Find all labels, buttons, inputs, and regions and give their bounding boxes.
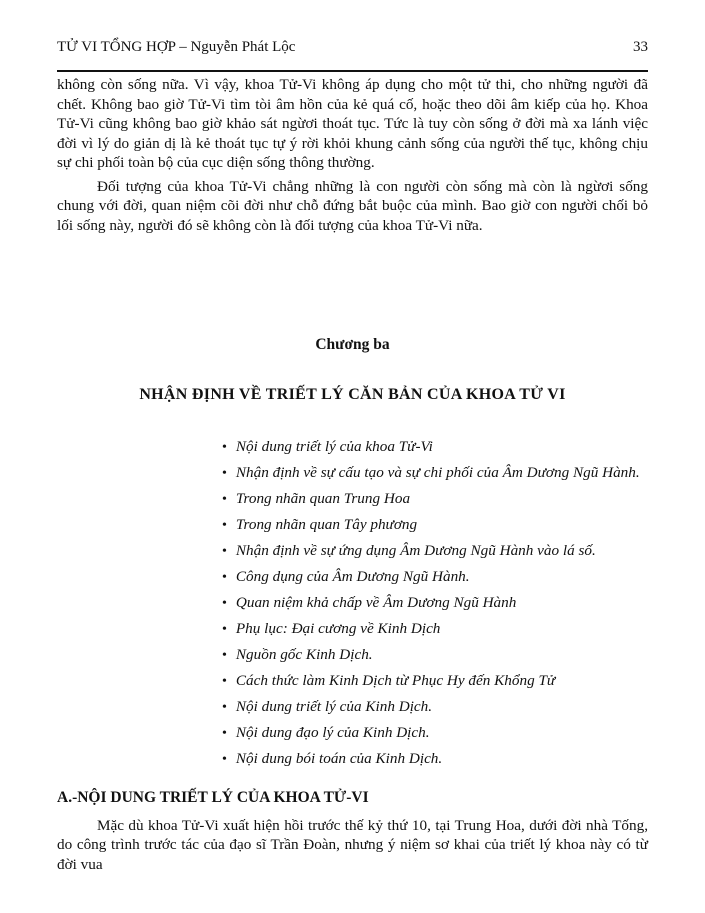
- bullet-icon: •: [222, 648, 227, 663]
- list-item-label: Nhận định về sự ứng dụng Âm Dương Ngũ Hành vào lá số.: [235, 542, 596, 559]
- list-item: [222, 671, 648, 692]
- list-item-label: Cách thức làm Kinh Dịch từ Phục Hy đến Khổng Tử: [235, 672, 556, 689]
- bullet-icon: •: [222, 700, 227, 715]
- list-item-label: Công dụng của Âm Dương Ngũ Hành.: [235, 568, 470, 585]
- section-heading: A.-NỘI DUNG TRIẾT LÝ CỦA KHOA TỬ-VI: [57, 788, 369, 806]
- list-item: [222, 645, 648, 666]
- bullet-icon: •: [222, 622, 227, 637]
- list-item-label: Nhận định về sự cấu tạo và sự chi phối của Âm Dương Ngũ Hành.: [235, 464, 640, 481]
- list-item: [222, 437, 648, 458]
- paragraph-continuation: không còn sống nữa. Vì vậy, khoa Tử-Vi không áp dụng cho một tử thi, cho những người đã chết. Không bao giờ Tử-Vi tìm tòi âm hồn của kẻ quá cố, hoặc theo dõi âm kiếp của họ. Khoa Tử-Vi cũng không bao giờ khảo sát ngừơi thoát tục. Tức là tuy còn sống ở đời mà xa lánh việc đời vì lý do giản dị là kẻ thoát tục tự ý rời khỏi khung cảnh sống của người thế tục, không chịu sự chi phối toàn bộ của cục diện sống thông thường.: [57, 76, 648, 171]
- list-item-label: Trong nhãn quan Tây phương: [235, 516, 418, 533]
- list-item: [222, 749, 648, 770]
- list-item: [222, 489, 648, 510]
- list-item-label: Nội dung bói toán của Kinh Dịch.: [235, 750, 443, 767]
- bullet-icon: •: [222, 544, 227, 559]
- list-item: [222, 697, 648, 718]
- header-rule: [57, 70, 648, 72]
- running-title: TỬ VI TỔNG HỢP – Nguyễn Phát Lộc: [57, 39, 296, 55]
- list-item: [222, 619, 648, 640]
- bullet-icon: •: [222, 570, 227, 585]
- bullet-icon: •: [222, 518, 227, 533]
- list-item: [222, 463, 648, 484]
- list-item-label: Quan niệm khả chấp về Âm Dương Ngũ Hành: [235, 594, 517, 611]
- list-item: [222, 593, 648, 614]
- list-item: [222, 541, 648, 562]
- page-number: 33: [633, 39, 648, 55]
- section-paragraph: Mặc dù khoa Tử-Vi xuất hiện hồi trước thế kỷ thứ 10, tại Trung Hoa, dưới đời nhà Tống, do công trình trước tác của đạo sĩ Trần Đoàn, nhưng ý niệm sơ khai của triết lý khoa này có từ đời vua: [57, 816, 648, 873]
- list-item-label: Nguồn gốc Kinh Dịch.: [235, 646, 373, 663]
- bullet-icon: •: [222, 596, 227, 611]
- list-item-label: Phụ lục: Đại cương về Kinh Dịch: [235, 620, 441, 637]
- bullet-icon: •: [222, 674, 227, 689]
- bullet-icon: •: [222, 752, 227, 767]
- list-item: [222, 515, 648, 536]
- list-item-label: Trong nhãn quan Trung Hoa: [235, 490, 411, 507]
- list-item-label: Nội dung triết lý của khoa Tử-Vi: [235, 438, 433, 455]
- list-item: [222, 567, 648, 588]
- bullet-icon: •: [222, 726, 227, 741]
- bullet-icon: •: [222, 466, 227, 481]
- page-header: [57, 38, 648, 57]
- list-item-label: Nội dung triết lý của Kinh Dịch.: [235, 698, 433, 715]
- chapter-topic-list: [222, 437, 648, 770]
- list-item: [222, 723, 648, 744]
- chapter-label: Chương ba: [315, 336, 390, 353]
- chapter-title: NHẬN ĐỊNH VỀ TRIẾT LÝ CĂN BẢN CỦA KHOA TỬ VI: [139, 386, 566, 403]
- paragraph-subject: Đối tượng của khoa Tử-Vi chẳng những là con người còn sống mà còn là ngừơi sống chung với đời, quan niệm cõi đời như chỗ đứng bắt buộc của mình. Bao giờ con người chối bỏ lối sống này, người đó sẽ không còn là đối tượng của khoa Tử-Vi nữa.: [57, 177, 648, 234]
- list-item-label: Nội dung đạo lý của Kinh Dịch.: [235, 724, 430, 741]
- bullet-icon: •: [222, 440, 227, 455]
- bullet-icon: •: [222, 492, 227, 507]
